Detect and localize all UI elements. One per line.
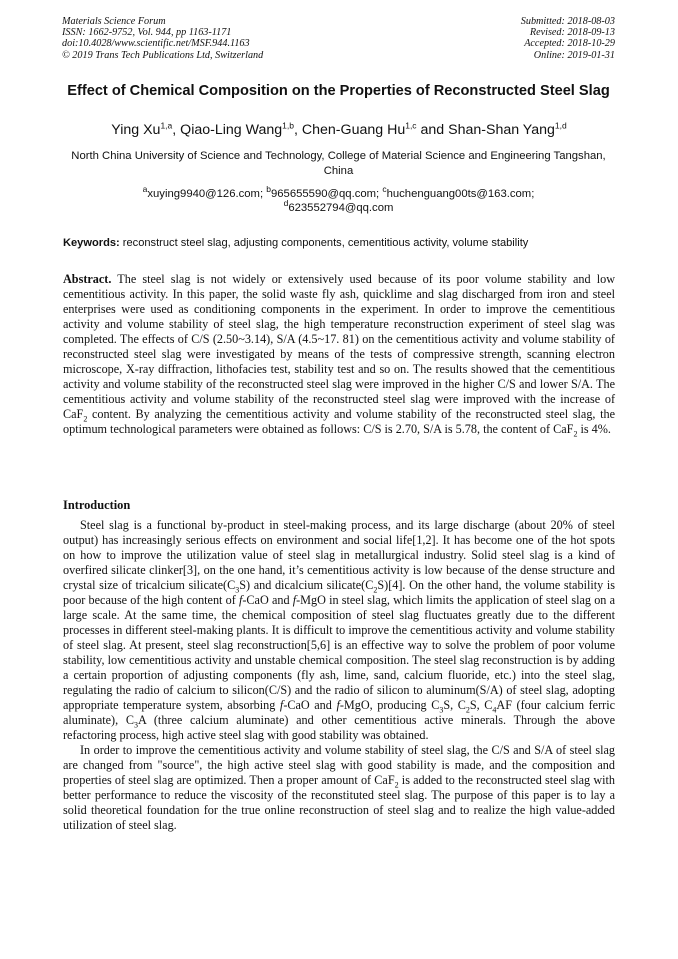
email-mark: a xyxy=(142,184,148,195)
paragraph xyxy=(63,518,615,743)
keywords-text: reconstruct steel slag, adjusting components, cementitious activity, volume stability xyxy=(119,237,529,249)
email-mark: b xyxy=(266,184,271,195)
email-address[interactable]: xuying9940@126.com; xyxy=(147,188,264,200)
subscript: 2 xyxy=(373,585,378,595)
journal-info xyxy=(62,16,263,61)
journal-doi[interactable]: doi:10.4028/www.scientific.net/MSF.944.1163 xyxy=(62,38,250,50)
author-separator: , xyxy=(294,122,302,138)
journal-name: Materials Science Forum xyxy=(62,16,166,27)
subscript: 2 xyxy=(465,705,470,715)
author-affil-mark: 1,a xyxy=(160,120,173,131)
paragraph-text: S, C xyxy=(469,698,493,712)
author-list xyxy=(40,122,638,139)
section-heading-introduction: Introduction xyxy=(63,498,131,512)
keywords-label: Keywords: xyxy=(63,237,120,249)
author-affil-mark: 1,c xyxy=(405,120,417,131)
subscript: 2 xyxy=(573,429,578,439)
subscript: 2 xyxy=(394,780,399,790)
abstract-text: is 4%. xyxy=(577,422,611,436)
abstract xyxy=(63,272,615,437)
subscript: 2 xyxy=(83,414,88,424)
subscript: 4 xyxy=(492,705,497,715)
keywords xyxy=(63,236,616,250)
publication-dates xyxy=(521,16,615,61)
paragraph-text: In order to improve the cementitious activity and volume stability of steel slag, the C/S and S/A of steel slag are changed from "source", the high active steel slag with good stability is made, and the composition and properties of steel slag are optimized. Then a proper amount of CaF xyxy=(63,743,615,787)
paragraph-text: is added to the reconstructed steel slag with better performance to reduce the viscosity of the reconstituted steel slag. The purpose of this paper is to lay a solid theoretical foundation for the true online reconstruction of steel slag and to realize the high value-added utilization of steel slag. xyxy=(63,773,615,832)
paper-title: Effect of Chemical Composition on the Properties of Reconstructed Steel Slag xyxy=(67,83,610,99)
paragraph-text: AF (four calcium ferric aluminate), C xyxy=(63,698,615,727)
paragraph-text: S) and dicalcium silicate(C xyxy=(239,578,374,592)
italic-prefix: f xyxy=(238,593,243,607)
abstract-text: The steel slag is not widely or extensively used because of its poor volume stability and low cementitious activity. In this paper, the solid waste fly ash, quicklime and slag discharged from iron and steel enterprises were used as conditioning components in the experiment. In order to improve the cementitious activity and volume stability of steel slag, the high temperature reconstruction experiment of steel slag was completed. The effects of C/S (2.50~3.14), S/A (4.5~17. 81) on the cementitious activity and volume stability of reconstructed steel slag were investigated by means of the tests of compressive strength, scanning electron microscope, X-ray diffraction, lithofacies test, stability test and so on. The results showed that the cementitious activity and volume stability of the reconstructed steel slag were improved in the higher C/S and lower S/A. The cementitious activity and volume stability of the reconstructed steel slag were improved with the increase of CaF xyxy=(63,272,615,421)
paragraph xyxy=(63,743,615,833)
italic-prefix: f xyxy=(336,698,340,712)
email-mark: c xyxy=(382,184,387,195)
subscript: 3 xyxy=(235,585,240,595)
italic-prefix: f xyxy=(292,593,297,607)
date-online: Online: 2019-01-31 xyxy=(533,49,615,61)
author-affil-mark: 1,d xyxy=(554,120,567,131)
subscript: 3 xyxy=(134,720,139,730)
subscript: 3 xyxy=(439,705,444,715)
author-separator: and xyxy=(416,122,449,138)
paragraph-text: S)[4]. On the other hand, the volume stability is poor because of the high content of xyxy=(63,578,615,607)
email-mark: d xyxy=(283,198,289,209)
date-submitted: Submitted: 2018-08-03 xyxy=(520,16,615,27)
paragraph-text: S, C xyxy=(443,698,466,712)
email-address[interactable]: 965655590@qq.com; xyxy=(270,188,380,200)
abstract-label: Abstract. xyxy=(63,272,112,286)
date-accepted: Accepted: 2018-10-29 xyxy=(524,38,615,50)
author-affil-mark: 1,b xyxy=(282,120,294,131)
email-address[interactable]: 623552794@qq.com xyxy=(288,202,394,214)
paragraph-text: -CaO and xyxy=(283,698,337,712)
paragraph-text: -CaO and xyxy=(242,593,293,607)
introduction-body xyxy=(63,518,615,833)
author-name: Qiao-Ling Wang xyxy=(180,122,283,138)
date-revised: Revised: 2018-09-13 xyxy=(529,27,615,39)
author-emails xyxy=(62,184,615,215)
paragraph-text: A (three calcium aluminate) and other cementitious active minerals. Through the above refactoring process, high active steel slag with good stability was obtained. xyxy=(63,713,615,742)
author-name: Chen-Guang Hu xyxy=(301,122,406,138)
author-name: Ying Xu xyxy=(111,122,161,138)
italic-prefix: f xyxy=(279,698,284,712)
author-separator: , xyxy=(172,122,181,138)
email-address[interactable]: huchenguang00ts@163.com; xyxy=(386,188,535,200)
paragraph-text: -MgO, producing C xyxy=(339,698,440,712)
abstract-text: content. By analyzing the cementitious activity and volume stability of the reconstructed steel slag, the optimum technological parameters were obtained as follows: C/S is 2.70, S/A is 5.78, the content of CaF xyxy=(63,407,615,436)
paragraph-text: -MgO in steel slag, which limits the application of steel slag on a large scale. At the same time, the chemical composition of steel slag fluctuates greatly due to the different processes in different steel-making plants. It is difficult to improve the cementitious activity and volume stability of steel slag. At present, steel slag reconstruction[5,6] is an effective way to solve the problem of poor volume stability, low cementitious activity and unstable chemical composition. The steel slag reconstruction is by adding a certain proportion of adjusting components (fly ash, lime, sand, calcium fluoride, etc.) into the steel slag, regulating the radio of calcium to silicon(C/S) and the radio of silicon to aluminum(S/A) of steel slag, adopting appropriate temperature system, absorbing xyxy=(63,593,615,712)
affiliation: North China University of Science and Technology, College of Material Science and Engineering Tangshan, China xyxy=(71,150,606,177)
author-name: Shan-Shan Yang xyxy=(448,122,555,138)
journal-issn: ISSN: 1662-9752, Vol. 944, pp 1163-1171 xyxy=(62,27,232,39)
journal-copyright: © 2019 Trans Tech Publications Ltd, Switzerland xyxy=(62,49,264,61)
paragraph-text: Steel slag is a functional by-product in steel-making process, and its large discharge (about 20% of steel output) has increasingly serious effects on environment and social life[1,2]. It has become one of the hot spots on how to improve the utilization value of steel slag in metallurgical industry. Solid steel slag is a kind of overfired silicate clinker[3], on the one hand, it’s cementitious activity is low because of the dense structure and crystal size of tricalcium silicate(C xyxy=(63,518,615,592)
